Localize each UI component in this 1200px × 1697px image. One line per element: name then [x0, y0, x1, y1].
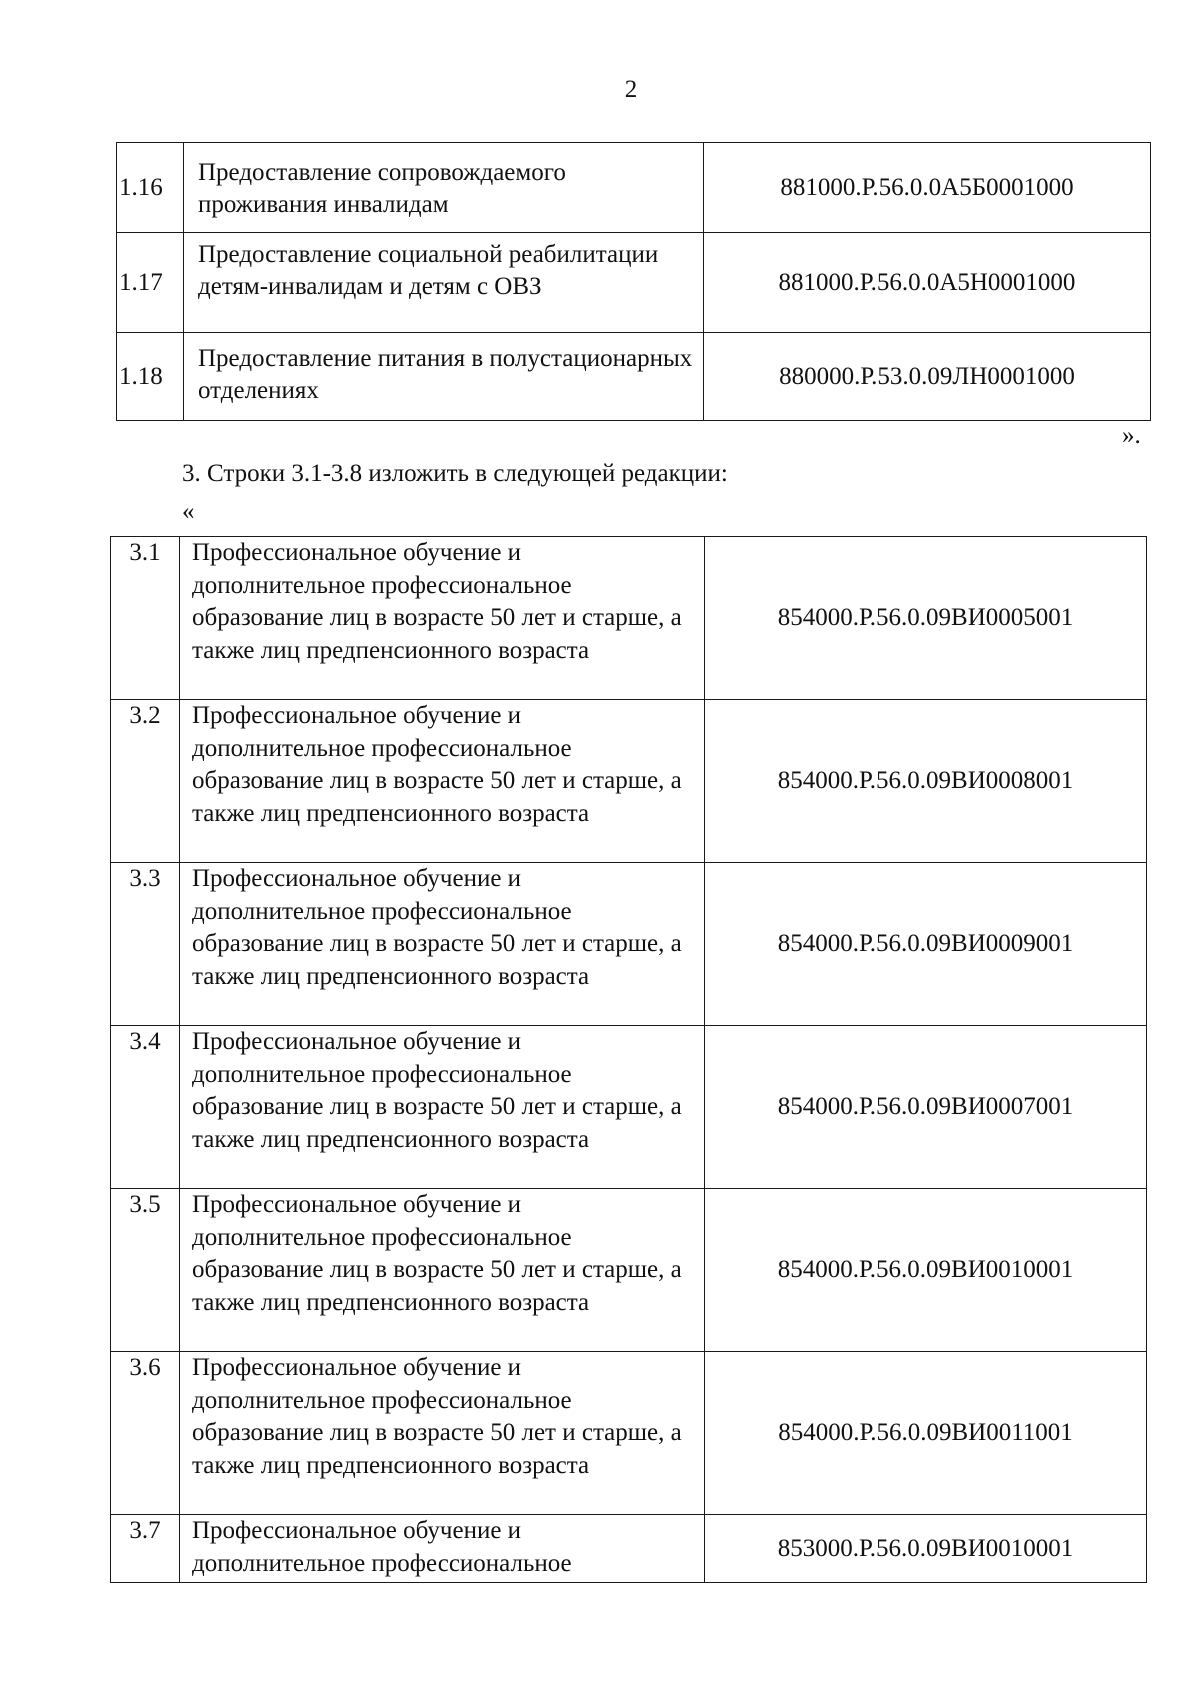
row-number: 3.5 [111, 1189, 180, 1352]
table-row [117, 143, 1151, 233]
services-table-1 [116, 142, 1151, 421]
services-table-3 [110, 536, 1147, 1583]
service-name: Профессиональное обучение и дополнительное профессиональное [180, 1515, 705, 1583]
row-number: 3.1 [111, 537, 180, 700]
service-name: Профессиональное обучение и дополнительное профессиональное образование лиц в возрасте 50 лет и старше, а также лиц предпенсионного возраста [180, 537, 705, 700]
table-row [117, 333, 1151, 421]
service-name: Профессиональное обучение и дополнительное профессиональное образование лиц в возрасте 50 лет и старше, а также лиц предпенсионного возраста [180, 1352, 705, 1515]
service-code: 854000.Р.56.0.09ВИ0010001 [705, 1189, 1147, 1352]
service-code: 854000.Р.56.0.09ВИ0007001 [705, 1026, 1147, 1189]
service-code: 881000.Р.56.0.0А5Б0001000 [704, 143, 1151, 233]
service-name: Предоставление сопровождаемого проживания инвалидам [184, 143, 704, 233]
page-number: 2 [624, 76, 638, 103]
service-name: Профессиональное обучение и дополнительное профессиональное образование лиц в возрасте 50 лет и старше, а также лиц предпенсионного возраста [180, 863, 705, 1026]
service-name: Предоставление питания в полустационарных отделениях [184, 333, 704, 421]
table-row [111, 1026, 1147, 1189]
service-name: Профессиональное обучение и дополнительное профессиональное образование лиц в возрасте 50 лет и старше, а также лиц предпенсионного возраста [180, 1189, 705, 1352]
table-row [111, 863, 1147, 1026]
service-code: 854000.Р.56.0.09ВИ0011001 [705, 1352, 1147, 1515]
service-code: 880000.Р.53.0.09ЛН0001000 [704, 333, 1151, 421]
row-number: 3.3 [111, 863, 180, 1026]
table-row [111, 1189, 1147, 1352]
table-row [117, 233, 1151, 333]
service-name: Профессиональное обучение и дополнительное профессиональное образование лиц в возрасте 50 лет и старше, а также лиц предпенсионного возраста [180, 700, 705, 863]
table-row [111, 700, 1147, 863]
row-number: 3.2 [111, 700, 180, 863]
service-code: 853000.Р.56.0.09ВИ0010001 [705, 1515, 1147, 1583]
opening-quote: « [182, 498, 195, 525]
table-row [111, 1352, 1147, 1515]
row-number: 1.17 [117, 233, 184, 333]
table-row [111, 1515, 1147, 1583]
instruction-text: 3. Строки 3.1-3.8 изложить в следующей редакции: [182, 460, 728, 487]
row-number: 3.7 [111, 1515, 180, 1583]
row-number: 3.4 [111, 1026, 180, 1189]
service-code: 881000.Р.56.0.0А5Н0001000 [704, 233, 1151, 333]
service-name: Профессиональное обучение и дополнительное профессиональное образование лиц в возрасте 50 лет и старше, а также лиц предпенсионного возраста [180, 1026, 705, 1189]
closing-quote: ». [1122, 422, 1141, 449]
service-code: 854000.Р.56.0.09ВИ0005001 [705, 537, 1147, 700]
row-number: 3.6 [111, 1352, 180, 1515]
row-number: 1.18 [117, 333, 184, 421]
service-name: Предоставление социальной реабилитации детям-инвалидам и детям с ОВЗ [184, 233, 704, 333]
row-number: 1.16 [117, 143, 184, 233]
table-row [111, 537, 1147, 700]
service-code: 854000.Р.56.0.09ВИ0009001 [705, 863, 1147, 1026]
service-code: 854000.Р.56.0.09ВИ0008001 [705, 700, 1147, 863]
